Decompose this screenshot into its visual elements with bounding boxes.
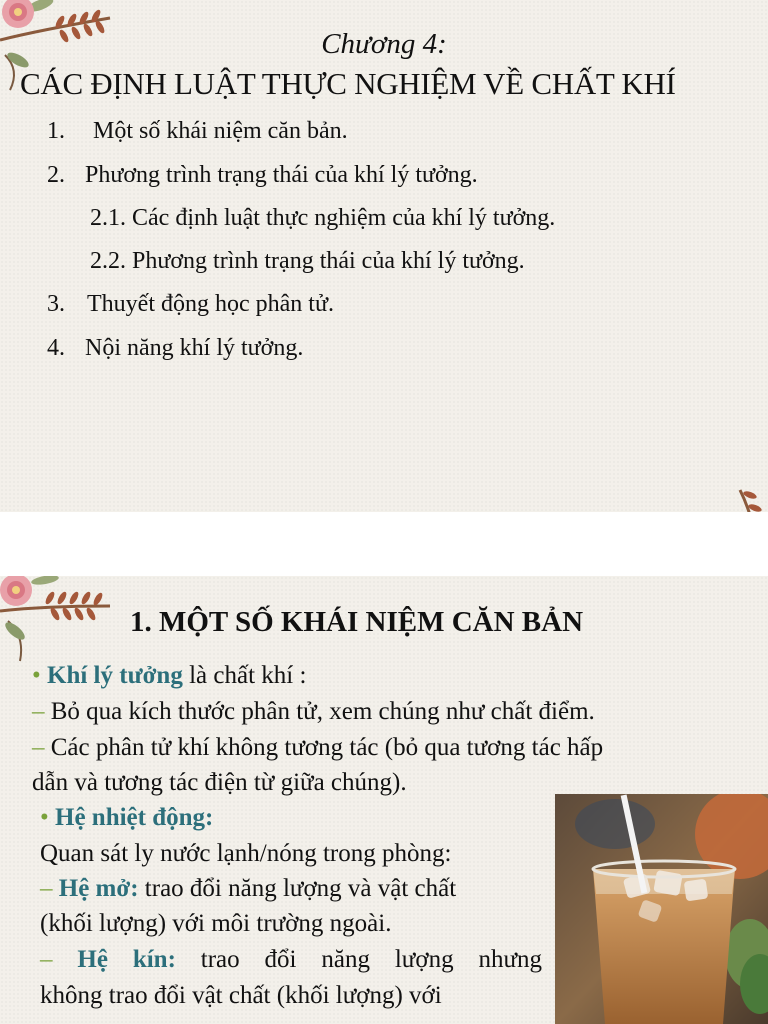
slide-2 xyxy=(0,576,768,1024)
closed-system-text: trao đổi năng lượng nhưng xyxy=(175,946,543,973)
outline-item xyxy=(47,118,348,145)
iced-coffee-photo xyxy=(555,794,768,1024)
closed-system-line xyxy=(40,946,542,974)
bullet-text: là chất khí : xyxy=(182,662,307,689)
section-heading: 1. MỘT SỐ KHÁI NIỆM CĂN BẢN xyxy=(130,606,584,638)
bullet-icon: • xyxy=(32,662,41,689)
dash-icon: – xyxy=(40,946,53,973)
flower-branch-decoration-icon xyxy=(655,480,768,512)
item-number: 3. xyxy=(47,291,65,317)
slide-gap xyxy=(0,512,768,576)
dash-item xyxy=(32,698,595,726)
dash-icon: – xyxy=(40,875,53,902)
outline-item xyxy=(47,335,303,362)
dash-text: Bỏ qua kích thước phân tử, xem chúng như chất điểm. xyxy=(50,698,595,725)
item-text: 2.2. Phương trình trạng thái của khí lý tưởng. xyxy=(90,248,525,274)
open-system-continuation: (khối lượng) với môi trường ngoài. xyxy=(40,910,392,937)
outline-item xyxy=(47,162,478,189)
chapter-label: Chương 4: xyxy=(321,28,447,60)
dash-icon: – xyxy=(32,698,45,725)
dash-continuation: dẫn và tương tác điện từ giữa chúng). xyxy=(32,769,407,796)
flower-branch-decoration-icon xyxy=(0,576,125,671)
item-number: 2. xyxy=(47,162,65,188)
open-system-text: trao đổi năng lượng và vật chất xyxy=(138,875,457,902)
term-thermo-system: Hệ nhiệt động: xyxy=(55,804,214,831)
term-closed-system: Hệ kín: xyxy=(77,946,176,973)
outline-subitem xyxy=(90,248,525,275)
closed-system-continuation: không trao đổi vật chất (khối lượng) với xyxy=(40,982,442,1009)
item-text: Thuyết động học phân tử. xyxy=(87,291,334,317)
term-open-system: Hệ mở: xyxy=(58,875,139,902)
item-number: 1. xyxy=(47,118,65,144)
item-number: 4. xyxy=(47,335,65,361)
item-text: 2.1. Các định luật thực nghiệm của khí lý tưởng. xyxy=(90,205,556,231)
dash-item xyxy=(32,734,603,762)
bullet-icon: • xyxy=(40,804,49,831)
dash-text: Các phân tử khí không tương tác (bỏ qua tương tác hấp xyxy=(50,734,604,761)
item-text: Một số khái niệm căn bản. xyxy=(93,118,348,144)
observe-text: Quan sát ly nước lạnh/nóng trong phòng: xyxy=(40,840,452,867)
outline-subitem xyxy=(90,205,555,232)
item-text: Nội năng khí lý tưởng. xyxy=(85,335,304,361)
bullet-thermo-system xyxy=(40,804,213,832)
bullet-ideal-gas xyxy=(32,662,306,690)
term-ideal-gas: Khí lý tưởng xyxy=(47,662,183,689)
outline-item xyxy=(47,291,334,318)
dash-icon: – xyxy=(32,734,45,761)
chapter-title: CÁC ĐỊNH LUẬT THỰC NGHIỆM VỀ CHẤT KHÍ xyxy=(20,66,676,101)
open-system-line xyxy=(40,875,456,903)
item-text: Phương trình trạng thái của khí lý tưởng. xyxy=(85,162,478,188)
